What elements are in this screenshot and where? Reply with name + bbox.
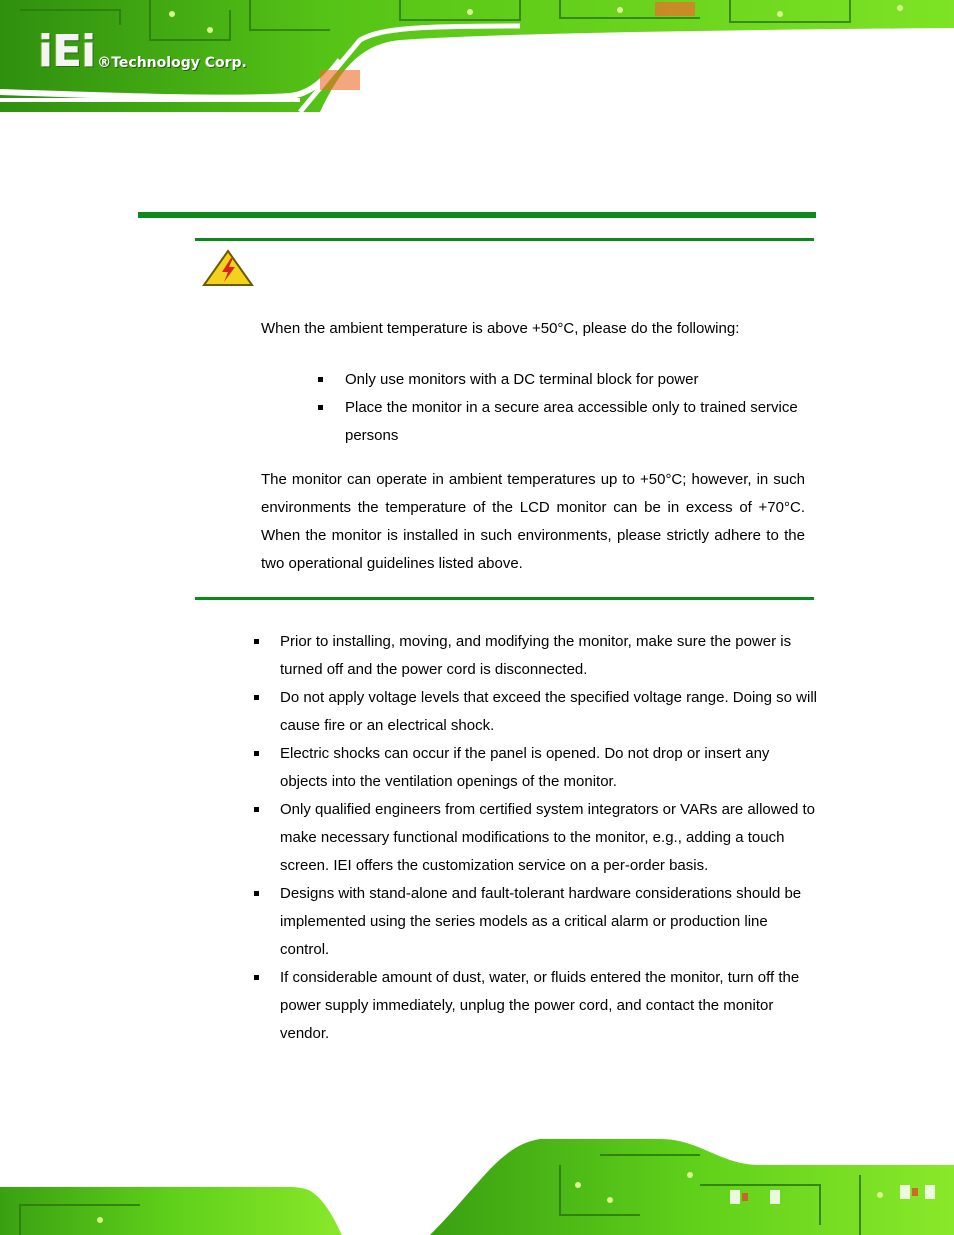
list-item (316, 366, 816, 394)
list-item (252, 964, 818, 1048)
section-divider (138, 212, 816, 218)
list-item (252, 628, 818, 684)
warning-intro: When the ambient temperature is above +50°C, please do the following: (261, 320, 740, 337)
warning-triangle-icon (202, 249, 254, 287)
bullet-icon (254, 975, 259, 980)
list-item-text: Designs with stand-alone and fault-tolerant hardware considerations should be implemented using the series models as a critical alarm or production line control. (280, 885, 802, 958)
list-item-text: Place the monitor in a secure area accessible only to trained service persons (345, 399, 798, 444)
logo-mark: iEi (38, 26, 96, 77)
bullet-icon (318, 405, 323, 410)
bullet-icon (318, 377, 323, 382)
list-item (252, 684, 818, 740)
list-item-text: Electric shocks can occur if the panel is opened. Do not drop or insert any objects into the ventilation openings of the monitor. (280, 745, 770, 790)
bullet-icon (254, 891, 259, 896)
list-item-text: If considerable amount of dust, water, or fluids entered the monitor, turn off the power supply immediately, unplug the power cord, and contact the monitor vendor. (280, 969, 800, 1042)
list-item-text: Do not apply voltage levels that exceed the specified voltage range. Doing so will cause fire or an electrical shock. (280, 689, 817, 734)
precautions-list (252, 628, 818, 1048)
bullet-icon (254, 639, 259, 644)
list-item (252, 740, 818, 796)
bullet-icon (254, 751, 259, 756)
list-item-text: Only qualified engineers from certified system integrators or VARs are allowed to make necessary functional modifications to the monitor, e.g., adding a touch screen. IEI offers the customization service on a per-order basis. (280, 801, 815, 874)
list-item-text: Only use monitors with a DC terminal block for power (345, 371, 699, 388)
bullet-icon (254, 695, 259, 700)
list-item (252, 880, 818, 964)
warning-box-top-rule (195, 238, 814, 241)
list-item (316, 394, 816, 450)
warning-box-bottom-rule (195, 597, 814, 600)
footer-banner (0, 1125, 954, 1235)
bullet-icon (254, 807, 259, 812)
company-logo (38, 26, 247, 77)
logo-text: ®Technology Corp. (97, 55, 247, 71)
list-item (252, 796, 818, 880)
warning-list (316, 366, 816, 450)
warning-paragraph: The monitor can operate in ambient temperatures up to +50°C; however, in such environments the temperature of the LCD monitor can be in excess of +70°C. When the monitor is installed in such environments, please strictly adhere to the two operational guidelines listed above. (261, 471, 805, 572)
list-item-text: Prior to installing, moving, and modifying the monitor, make sure the power is turned off and the power cord is disconnected. (280, 633, 792, 678)
